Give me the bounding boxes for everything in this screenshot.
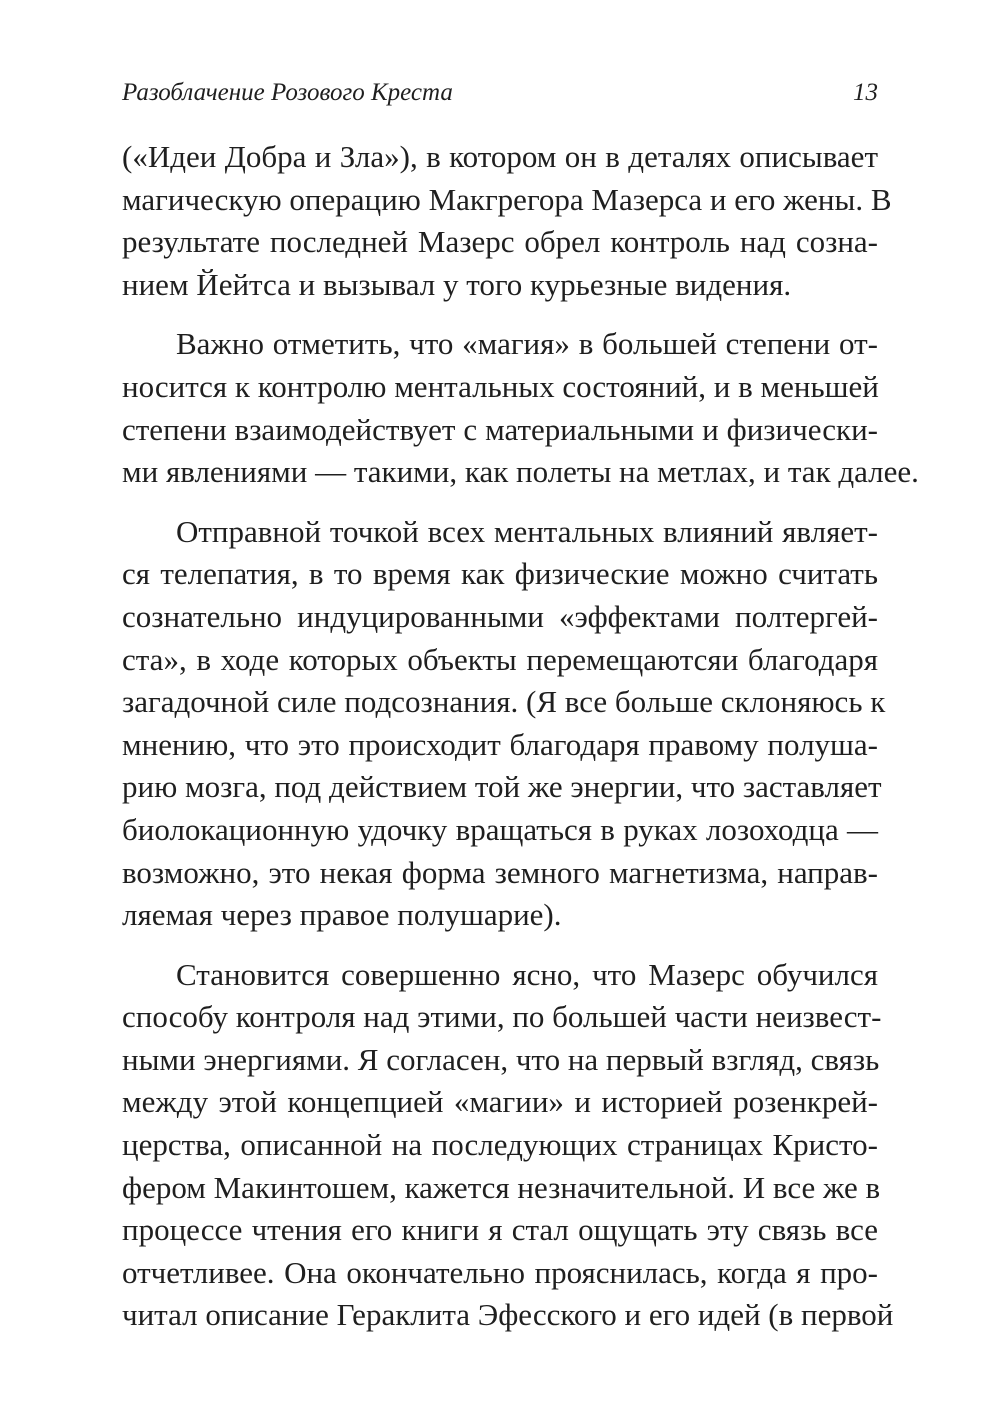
text-line: Становится совершенно ясно, что Мазерс обучился	[176, 956, 878, 992]
text-line: загадочной силе подсознания. (Я все больше склоняюсь к	[122, 684, 886, 720]
text-line: результате последней Мазерс обрел контроль над созна-	[122, 224, 878, 260]
text-line: магическую операцию Макгрегора Мазерса и его жены. В	[122, 181, 892, 217]
text-line: возможно, это некая форма земного магнетизма, направ-	[122, 854, 878, 890]
text-line: ми явлениями — такими, как полеты на метлах, и так далее.	[122, 454, 919, 490]
running-head	[122, 73, 878, 113]
text-line: ляемая через правое полушарие).	[122, 897, 562, 933]
text-line: читал описание Гераклита Эфесского и его идей (в первой	[122, 1297, 894, 1333]
text-line: Важно отметить, что «магия» в большей степени от-	[176, 326, 878, 362]
text-line: степени взаимодействует с материальными и физически-	[122, 411, 878, 447]
text-line: рию мозга, под действием той же энергии, что заставляет	[122, 769, 882, 805]
text-line: процессе чтения его книги я стал ощущать эту связь все	[122, 1212, 878, 1248]
paragraph-1	[122, 136, 892, 306]
paragraph-2	[122, 323, 919, 493]
text-line: способу контроля над этими, по большей части неизвест-	[122, 999, 882, 1035]
text-line: нием Йейтса и вызывал у того курьезные видения.	[122, 266, 792, 302]
body-text	[122, 136, 919, 1354]
text-line: церства, описанной на последующих страницах Кристо-	[122, 1127, 878, 1163]
text-line: сознательно индуцированными «эффектами полтергей-	[122, 598, 878, 634]
text-line: («Идеи Добра и Зла»), в котором он в деталях описывает	[122, 139, 878, 174]
text-line: фером Макинтошем, кажется незначительной. И все же в	[122, 1169, 881, 1205]
paragraph-4	[122, 954, 894, 1337]
page-number: 13	[853, 79, 878, 106]
paragraph-3	[122, 511, 886, 937]
text-line: отчетливее. Она окончательно прояснилась, когда я про-	[122, 1254, 878, 1290]
text-line: ными энергиями. Я согласен, что на первый взгляд, связь	[122, 1041, 880, 1077]
text-line: ся телепатия, в то время как физические можно считать	[122, 556, 878, 592]
text-line: ста», в ходе которых объекты перемещаютсяи благодаря	[122, 641, 878, 677]
running-title: Разоблачение Розового Креста	[122, 79, 453, 106]
text-line: Отправной точкой всех ментальных влияний являет-	[176, 513, 878, 549]
text-line: носится к контролю ментальных состояний, и в меньшей	[122, 368, 879, 404]
text-line: между этой концепцией «магии» и историей розенкрей-	[122, 1084, 878, 1120]
text-line: биолокационную удочку вращаться в руках лозоходца —	[122, 811, 878, 847]
text-line: мнению, что это происходит благодаря правому полуша-	[122, 726, 878, 762]
